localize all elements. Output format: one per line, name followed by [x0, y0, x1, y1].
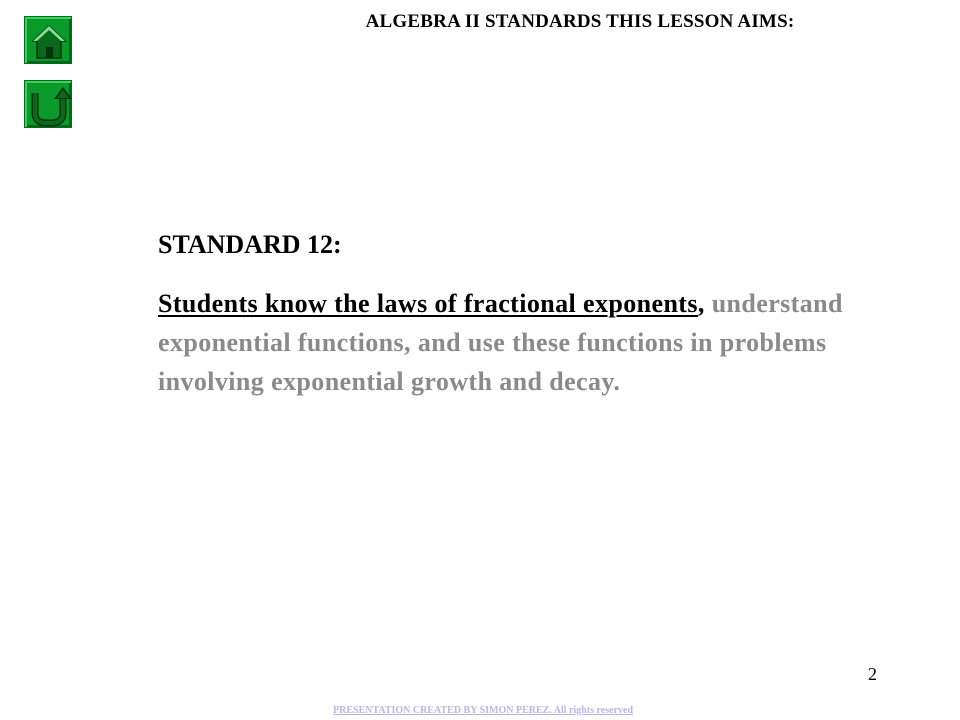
page-title: ALGEBRA II STANDARDS THIS LESSON AIMS:: [365, 11, 795, 32]
home-button[interactable]: [24, 16, 72, 64]
footer-credit-link[interactable]: PRESENTATION CREATED BY SIMON PEREZ. All rights reserved: [332, 705, 634, 716]
standard-heading: STANDARD 12:: [158, 230, 342, 259]
back-button[interactable]: [24, 80, 72, 128]
standard-description-rest: understand exponential functions, and use these functions in problems involving exponential growth and decay.: [158, 289, 843, 396]
standard-comma: ,: [697, 289, 705, 318]
standard-description: [158, 284, 878, 401]
page-number: 2: [868, 664, 877, 684]
u-turn-back-icon: [25, 81, 73, 129]
standard-key-phrase: Students know the laws of fractional exponents: [158, 289, 698, 318]
home-icon: [25, 17, 73, 65]
